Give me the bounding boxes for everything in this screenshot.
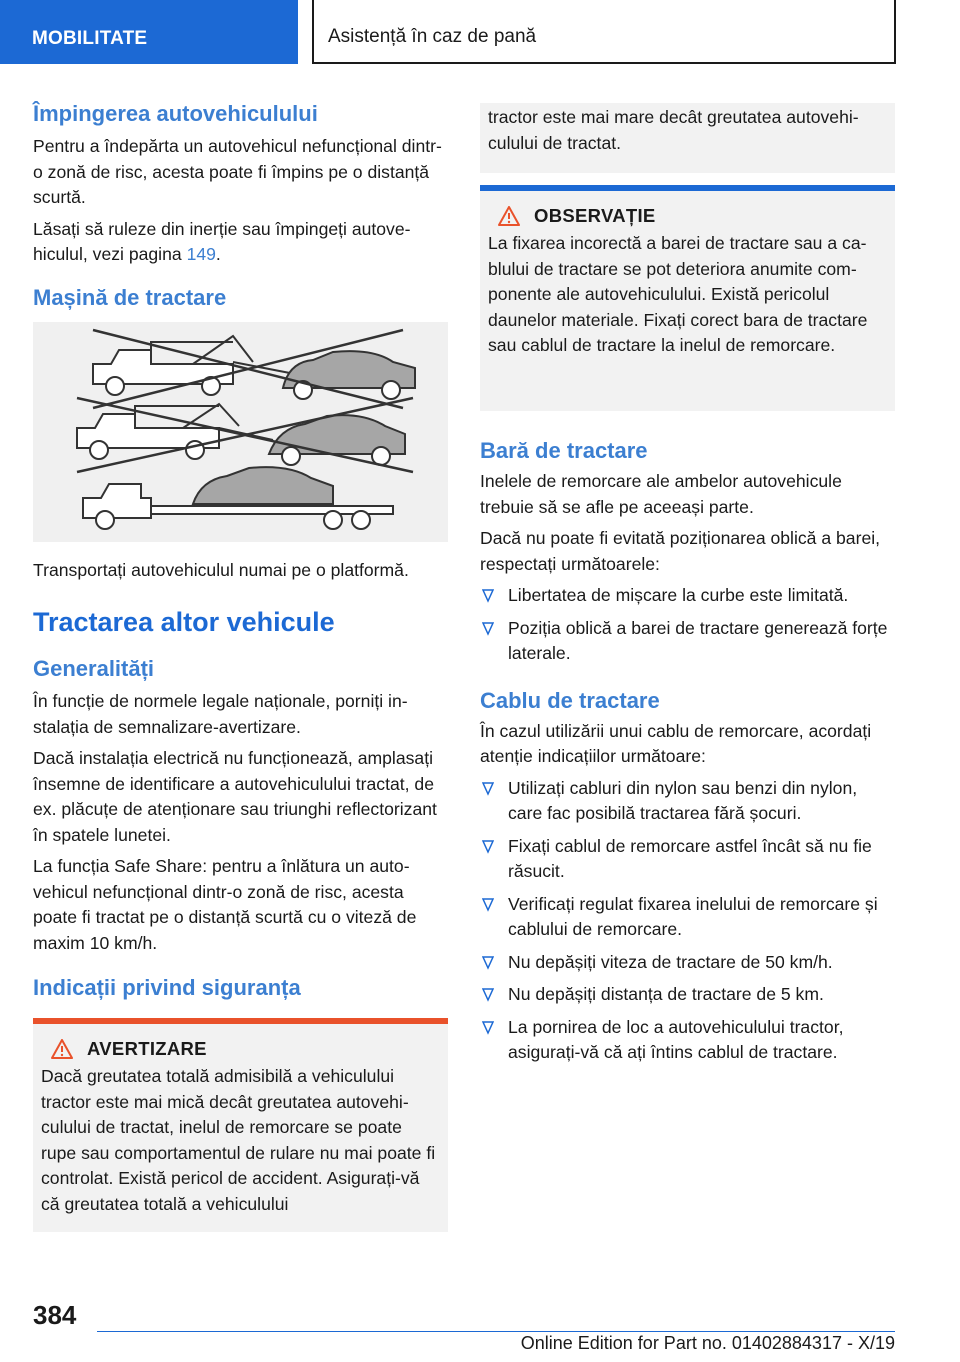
tow-bar-heading: Bară de tractare	[480, 438, 648, 463]
triangle-bullet-icon	[482, 782, 494, 796]
left-column	[33, 100, 448, 1232]
push-paragraph-2	[33, 217, 448, 268]
triangle-bullet-icon	[482, 840, 494, 854]
other-vehicles-heading: Tractarea altor vehicule	[33, 607, 335, 637]
section-tab[interactable]: MOBILITATE	[0, 0, 298, 64]
page-link[interactable]: 149	[186, 244, 216, 264]
triangle-bullet-icon	[482, 589, 494, 603]
list-item	[480, 982, 895, 1008]
list-item	[480, 616, 895, 667]
tow-cable-paragraph: În cazul utilizării unui cablu de remorcare, acordați atenție indicațiilor următoare:	[480, 720, 872, 766]
list-item-text: Nu depășiți distanța de tractare de 5 km.	[508, 984, 824, 1004]
list-item-text: Utilizați cabluri din nylon sau benzi din nylon, care fac posibilă tractarea fără șocuri.	[508, 777, 858, 823]
list-item	[480, 950, 895, 976]
footer-divider	[97, 1331, 895, 1332]
warning-text-continued: tractor este mai mare decât greutatea autovehiculului de tractat.	[488, 107, 859, 153]
tow-truck-heading: Mașină de tractare	[33, 284, 227, 310]
triangle-bullet-icon	[482, 622, 494, 636]
list-item	[480, 583, 895, 609]
list-item	[480, 1015, 895, 1066]
list-item-text: Libertatea de mișcare la curbe este limitată.	[508, 585, 849, 605]
push-text: Lăsați să ruleze din inerție sau împingeți autovehiculul, vezi pagina	[33, 218, 411, 264]
image-caption: Transportați autovehiculul numai pe o platformă.	[33, 559, 409, 580]
tow-bar-paragraph-2: Dacă nu poate fi evitată poziționarea oblică a barei, respectați următoarele:	[480, 528, 881, 574]
chapter-title: Asistență în caz de pană	[312, 0, 896, 64]
warning-triangle-icon	[498, 206, 520, 226]
list-item-text: Nu depășiți viteza de tractare de 50 km/h.	[508, 951, 833, 972]
general-heading: Generalități	[33, 656, 155, 681]
warning-box-continued	[480, 103, 895, 173]
list-item	[480, 892, 895, 943]
tow-cable-heading: Cablu de tractare	[480, 687, 660, 713]
footer-edition: Online Edition for Part no. 01402884317 - X/19	[520, 1333, 895, 1353]
push-paragraph-1: Pentru a îndepărta un autovehicul nefuncțional dintr-o zonă de risc, acesta poate fi împins pe o distanță scurtă.	[33, 136, 442, 207]
tow-cable-list	[480, 776, 895, 1066]
page-number: 384	[33, 1300, 77, 1330]
tow-illustration	[33, 322, 448, 542]
general-paragraph-3: La funcția Safe Share: pentru a înlătura un autovehicul nefuncțional dintr-o zonă de risc, acesta poate fi tractat pe o distanță scurtă cu o viteză de maxim 10 km/h.	[33, 856, 417, 953]
warning-box	[33, 1024, 448, 1232]
safety-heading: Indicații privind siguranța	[33, 975, 301, 1000]
tow-bar-paragraph-1: Inelele de remorcare ale ambelor autovehicule trebuie să se afle pe aceeași parte.	[480, 471, 842, 517]
tow-bar-list	[480, 583, 895, 667]
list-item-text: Fixați cablul de remorcare astfel încât să nu fie răsucit.	[508, 835, 872, 881]
list-item-text: Verificați regulat fixarea inelului de remorcare și cablului de remorcare.	[508, 893, 878, 939]
push-heading: Împingerea autovehiculului	[33, 101, 318, 126]
push-text-end: .	[215, 244, 221, 264]
warning-label: AVERTIZARE	[87, 1038, 207, 1059]
right-column	[480, 103, 895, 1073]
triangle-bullet-icon	[482, 1021, 494, 1035]
general-paragraph-2: Dacă instalația electrică nu funcționează, amplasați însemne de identificare a autovehiculului tractat, de ex. plăcuțe de atenționare sau triunghi reflectorizant în spatele lunetei.	[33, 748, 437, 845]
warning-triangle-icon	[51, 1039, 73, 1059]
triangle-bullet-icon	[482, 988, 494, 1002]
list-item-text: La pornirea de loc a autovehiculului tractor, asigurați-vă că ați întins cablul de tractare.	[508, 1016, 844, 1062]
notice-text: La fixarea incorectă a barei de tractare sau a cablului de tractare se pot deteriora anumite componente ale autovehiculului. Există pericolul daunelor materiale. Fixați corect bara de tractare sau cablul de tractare la inelul de remorcare.	[488, 233, 868, 355]
notice-label: OBSERVAȚIE	[534, 205, 656, 226]
list-item	[480, 776, 895, 827]
list-item-text: Poziția oblică a barei de tractare generează forțe laterale.	[508, 617, 888, 663]
list-item	[480, 834, 895, 885]
triangle-bullet-icon	[482, 956, 494, 970]
notice-box	[480, 191, 895, 411]
general-paragraph-1: În funcție de normele legale naționale, porniți instalația de semnalizare-avertizare.	[33, 691, 408, 737]
warning-text: Dacă greutatea totală admisibilă a vehiculului tractor este mai mică decât greutatea autovehiculului de tractat, inelul de remorcare se poate rupe sau comportamentul de rulare nu mai poate fi controlat. Există pericol de accident. Asigurați-vă că greutatea totală a vehiculului	[41, 1066, 436, 1214]
tow-truck-illustration	[33, 322, 448, 542]
triangle-bullet-icon	[482, 898, 494, 912]
